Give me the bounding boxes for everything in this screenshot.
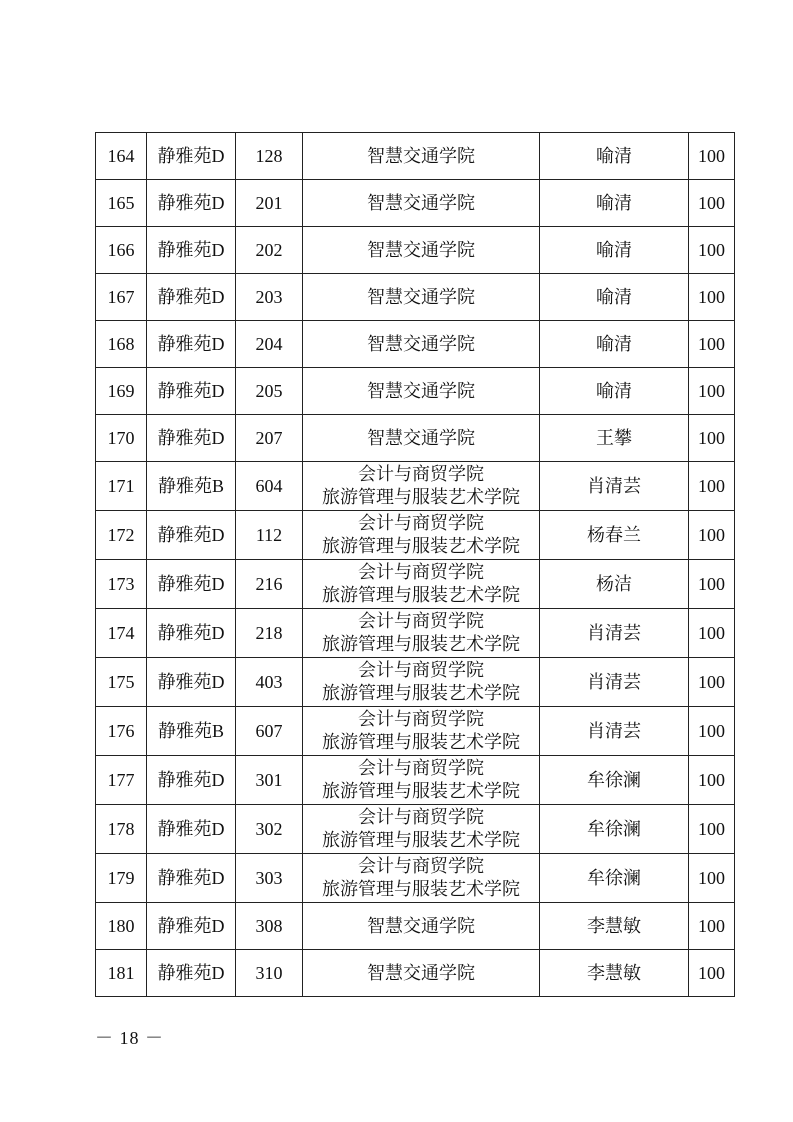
row-number-cell: 176 [96,707,147,756]
department-line: 旅游管理与服装艺术学院 [322,830,520,850]
row-number-cell: 172 [96,511,147,560]
table-row [96,415,735,462]
table-row [96,321,735,368]
row-number-cell: 166 [96,227,147,274]
table-row [96,903,735,950]
room-cell: 204 [236,321,303,368]
table-row [96,462,735,511]
department-line: 智慧交通学院 [367,145,475,166]
score-cell: 100 [689,658,735,707]
room-cell: 303 [236,854,303,903]
building-cell: 静雅苑D [147,180,236,227]
row-number-cell: 171 [96,462,147,511]
department-cell [303,805,540,854]
inspector-cell: 杨春兰 [540,511,689,560]
department-line: 会计与商贸学院 [358,758,484,778]
score-cell: 100 [689,756,735,805]
inspector-cell: 牟徐澜 [540,805,689,854]
inspector-cell: 杨洁 [540,560,689,609]
department-line: 会计与商贸学院 [358,660,484,680]
department-cell [303,756,540,805]
building-cell: 静雅苑D [147,903,236,950]
score-cell: 100 [689,180,735,227]
page-number: － 18 － [95,1028,164,1048]
building-cell: 静雅苑D [147,321,236,368]
score-cell: 100 [689,274,735,321]
department-cell [303,609,540,658]
department-line: 旅游管理与服装艺术学院 [322,585,520,605]
row-number-cell: 177 [96,756,147,805]
row-number-cell: 170 [96,415,147,462]
row-number-cell: 169 [96,368,147,415]
score-cell: 100 [689,368,735,415]
building-cell: 静雅苑D [147,368,236,415]
department-cell [303,903,540,950]
inspector-cell: 肖清芸 [540,609,689,658]
table-row [96,805,735,854]
department-line: 会计与商贸学院 [358,709,484,729]
room-cell: 207 [236,415,303,462]
table-row [96,756,735,805]
department-line: 旅游管理与服装艺术学院 [322,879,520,899]
department-line: 智慧交通学院 [367,286,475,307]
department-cell [303,133,540,180]
room-cell: 604 [236,462,303,511]
inspector-cell: 肖清芸 [540,707,689,756]
score-cell: 100 [689,133,735,180]
room-cell: 205 [236,368,303,415]
inspector-cell: 喻清 [540,227,689,274]
department-line: 会计与商贸学院 [358,807,484,827]
score-cell: 100 [689,462,735,511]
row-number-cell: 173 [96,560,147,609]
row-number-cell: 167 [96,274,147,321]
row-number-cell: 164 [96,133,147,180]
inspector-cell: 喻清 [540,321,689,368]
inspector-cell: 李慧敏 [540,950,689,997]
department-cell [303,560,540,609]
room-cell: 308 [236,903,303,950]
inspector-cell: 喻清 [540,368,689,415]
department-line: 智慧交通学院 [367,192,475,213]
room-cell: 301 [236,756,303,805]
score-cell: 100 [689,950,735,997]
inspector-cell: 牟徐澜 [540,756,689,805]
row-number-cell: 168 [96,321,147,368]
inspector-cell: 喻清 [540,274,689,321]
score-cell: 100 [689,609,735,658]
department-cell [303,415,540,462]
department-line: 旅游管理与服装艺术学院 [322,634,520,654]
building-cell: 静雅苑D [147,854,236,903]
table-row [96,609,735,658]
table-row [96,511,735,560]
department-line: 旅游管理与服装艺术学院 [322,683,520,703]
building-cell: 静雅苑D [147,227,236,274]
department-line: 旅游管理与服装艺术学院 [322,536,520,556]
room-cell: 218 [236,609,303,658]
table-body [96,133,735,997]
room-cell: 128 [236,133,303,180]
inspector-cell: 喻清 [540,133,689,180]
department-line: 智慧交通学院 [367,427,475,448]
score-cell: 100 [689,415,735,462]
building-cell: 静雅苑D [147,415,236,462]
department-cell [303,368,540,415]
score-cell: 100 [689,854,735,903]
building-cell: 静雅苑D [147,756,236,805]
department-line: 旅游管理与服装艺术学院 [322,487,520,507]
room-cell: 112 [236,511,303,560]
table-row [96,658,735,707]
inspector-cell: 王攀 [540,415,689,462]
room-cell: 202 [236,227,303,274]
department-cell [303,950,540,997]
department-line: 会计与商贸学院 [358,464,484,484]
building-cell: 静雅苑B [147,462,236,511]
building-cell: 静雅苑B [147,707,236,756]
building-cell: 静雅苑D [147,805,236,854]
department-cell [303,707,540,756]
department-line: 智慧交通学院 [367,915,475,936]
inspector-cell: 喻清 [540,180,689,227]
department-line: 会计与商贸学院 [358,856,484,876]
row-number-cell: 174 [96,609,147,658]
department-cell [303,180,540,227]
table-row [96,950,735,997]
score-cell: 100 [689,321,735,368]
row-number-cell: 175 [96,658,147,707]
room-cell: 403 [236,658,303,707]
row-number-cell: 179 [96,854,147,903]
table-row [96,707,735,756]
table-row [96,227,735,274]
table-row [96,274,735,321]
building-cell: 静雅苑D [147,609,236,658]
department-cell [303,274,540,321]
building-cell: 静雅苑D [147,560,236,609]
building-cell: 静雅苑D [147,133,236,180]
row-number-cell: 181 [96,950,147,997]
table-row [96,854,735,903]
inspector-cell: 李慧敏 [540,903,689,950]
department-line: 智慧交通学院 [367,333,475,354]
building-cell: 静雅苑D [147,658,236,707]
row-number-cell: 178 [96,805,147,854]
score-cell: 100 [689,511,735,560]
inspector-cell: 肖清芸 [540,462,689,511]
department-cell [303,854,540,903]
score-cell: 100 [689,560,735,609]
room-cell: 216 [236,560,303,609]
room-cell: 201 [236,180,303,227]
department-cell [303,511,540,560]
dormitory-score-table [95,132,735,997]
room-cell: 607 [236,707,303,756]
score-cell: 100 [689,805,735,854]
department-cell [303,227,540,274]
building-cell: 静雅苑D [147,950,236,997]
department-line: 智慧交通学院 [367,239,475,260]
department-line: 智慧交通学院 [367,380,475,401]
department-cell [303,321,540,368]
department-cell [303,658,540,707]
inspector-cell: 牟徐澜 [540,854,689,903]
score-cell: 100 [689,227,735,274]
row-number-cell: 180 [96,903,147,950]
table-row [96,368,735,415]
room-cell: 302 [236,805,303,854]
department-line: 旅游管理与服装艺术学院 [322,732,520,752]
department-line: 旅游管理与服装艺术学院 [322,781,520,801]
department-line: 智慧交通学院 [367,962,475,983]
row-number-cell: 165 [96,180,147,227]
score-cell: 100 [689,707,735,756]
department-line: 会计与商贸学院 [358,611,484,631]
department-line: 会计与商贸学院 [358,562,484,582]
room-cell: 203 [236,274,303,321]
department-line: 会计与商贸学院 [358,513,484,533]
room-cell: 310 [236,950,303,997]
department-cell [303,462,540,511]
inspector-cell: 肖清芸 [540,658,689,707]
building-cell: 静雅苑D [147,274,236,321]
table-row [96,133,735,180]
table-row [96,180,735,227]
building-cell: 静雅苑D [147,511,236,560]
table-row [96,560,735,609]
score-cell: 100 [689,903,735,950]
